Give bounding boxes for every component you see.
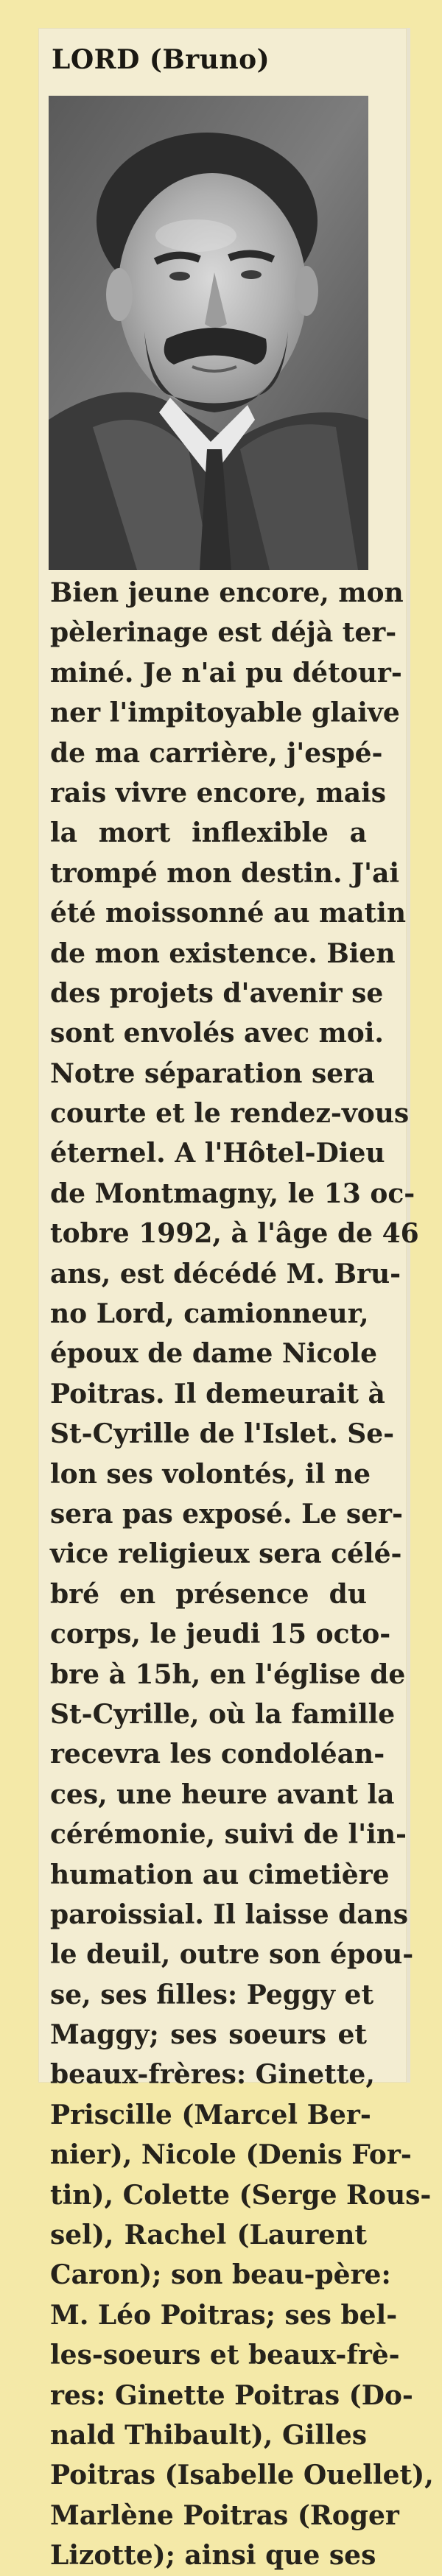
- portrait-photo: [49, 96, 368, 570]
- text-line: Marlène Poitras (Roger: [50, 2499, 399, 2531]
- text-line: Poitras (Isabelle Ouellet),: [50, 2460, 434, 2491]
- text-line: cérémonie, suivi de l'in-: [50, 1819, 407, 1851]
- text-line: ner l'impitoyable glaive: [50, 697, 400, 729]
- text-line: Lizotte); ainsi que ses: [50, 2540, 376, 2572]
- text-line: de Montmagny, le 13 oc-: [50, 1178, 415, 1209]
- text-line: humation au cimetière: [50, 1859, 390, 1890]
- text-line: courte et le rendez-vous: [50, 1098, 410, 1130]
- text-line: éternel. A l'Hôtel-Dieu: [50, 1138, 385, 1169]
- text-line: St-Cyrille, où la famille: [50, 1698, 396, 1730]
- text-line: Priscille (Marcel Ber-: [50, 2099, 371, 2130]
- text-line: se, ses filles: Peggy et: [50, 1979, 374, 2010]
- text-line: tobre 1992, à l'âge de 46: [50, 1218, 419, 1250]
- obituary-text: [50, 573, 434, 2576]
- text-line: pèlerinage est déjà ter-: [50, 617, 397, 649]
- text-line: été moissonné au matin: [50, 898, 407, 929]
- text-line: le deuil, outre son épou-: [50, 1939, 414, 1971]
- text-line: de mon existence. Bien: [50, 937, 396, 969]
- obituary-clipping: [38, 28, 434, 2572]
- text-line: la mort inflexible a: [50, 817, 367, 849]
- text-line: Maggy; ses soeurs et: [50, 2019, 367, 2051]
- text-line: ces, une heure avant la: [50, 1778, 395, 1810]
- text-line: M. Léo Poitras; ses bel-: [50, 2299, 398, 2331]
- obituary-name-header: LORD (Bruno): [52, 44, 270, 75]
- text-line: paroissial. Il laisse dans: [50, 1898, 409, 1930]
- text-line: rais vivre encore, mais: [50, 777, 386, 809]
- text-line: Bien jeune encore, mon: [50, 577, 404, 608]
- text-line: corps, le jeudi 15 octo-: [50, 1619, 391, 1650]
- text-line: lon ses volontés, il ne: [50, 1458, 371, 1490]
- text-line: beaux-frères: Ginette,: [50, 2059, 375, 2091]
- text-line: trompé mon destin. J'ai: [50, 857, 400, 889]
- text-line: nald Thibault), Gilles: [50, 2419, 367, 2451]
- text-line: de ma carrière, j'espé-: [50, 737, 383, 769]
- text-line: ans, est décédé M. Bru-: [50, 1258, 401, 1289]
- text-line: époux de dame Nicole: [50, 1338, 377, 1370]
- text-line: vice religieux sera célé-: [50, 1538, 402, 1570]
- text-line: des projets d'avenir se: [50, 977, 384, 1009]
- text-line: Caron); son beau-père:: [50, 2259, 391, 2291]
- text-line: nier), Nicole (Denis For-: [50, 2139, 412, 2171]
- text-line: sont envolés avec moi.: [50, 1018, 384, 1049]
- text-line: sera pas exposé. Le ser-: [50, 1498, 403, 1530]
- text-line: res: Ginette Poitras (Do-: [50, 2379, 413, 2411]
- text-line: miné. Je n'ai pu détour-: [50, 657, 402, 689]
- text-line: no Lord, camionneur,: [50, 1298, 369, 1330]
- text-line: bre à 15h, en l'église de: [50, 1658, 406, 1690]
- text-line: bré en présence du: [50, 1578, 367, 1610]
- text-line: tin), Colette (Serge Rous-: [50, 2179, 432, 2211]
- text-line: recevra les condoléan-: [50, 1739, 385, 1770]
- text-line: Notre séparation sera: [50, 1058, 375, 1089]
- text-line: Poitras. Il demeurait à: [50, 1378, 385, 1410]
- text-line: St-Cyrille de l'Islet. Se-: [50, 1418, 395, 1450]
- text-line: les-soeurs et beaux-frè-: [50, 2340, 400, 2371]
- text-line: sel), Rachel (Laurent: [50, 2220, 367, 2251]
